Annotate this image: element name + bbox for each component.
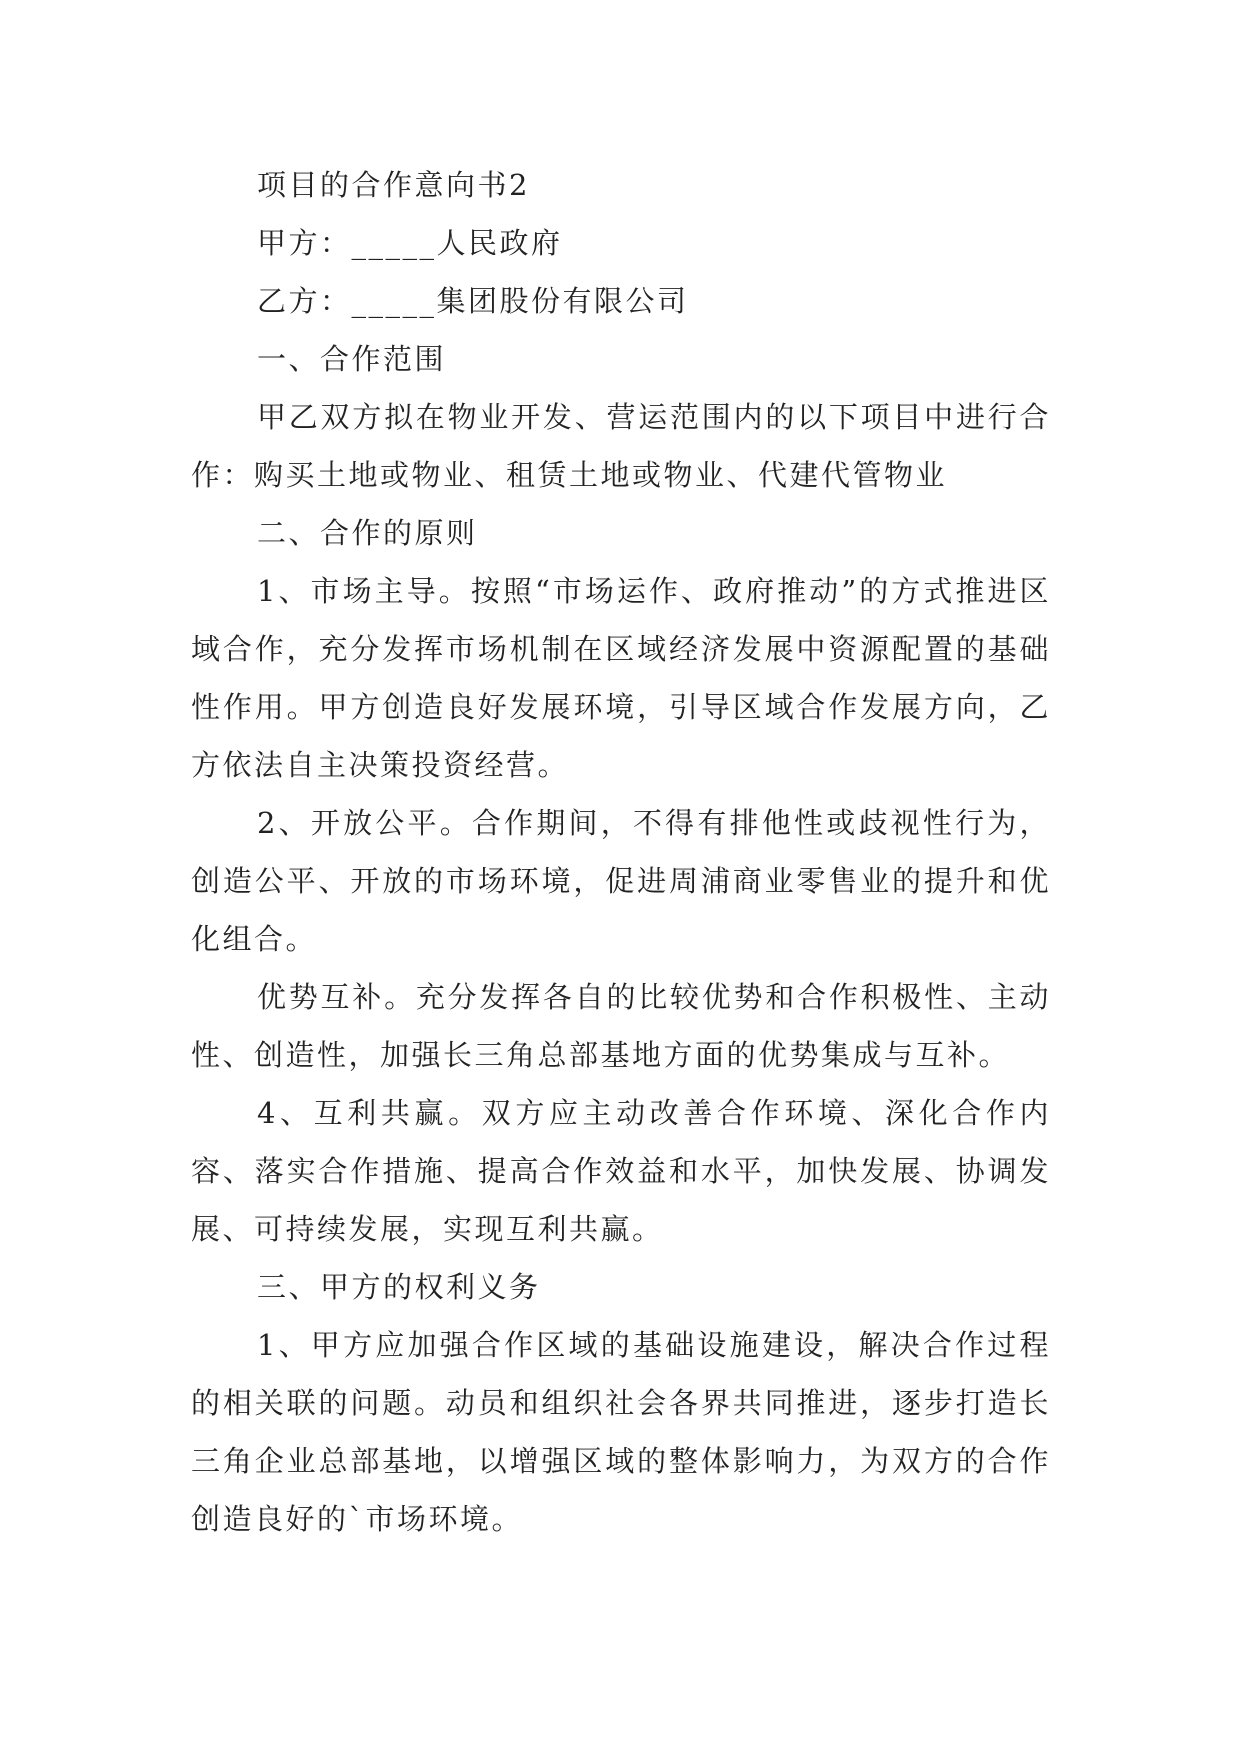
principle-2-paragraph: 2、开放公平。合作期间，不得有排他性或歧视性行为，创造公平、开放的市场环境，促进周浦商业零售业的提升和优化组合。 [191, 806, 1051, 956]
document-title: 项目的合作意向书2 [257, 168, 530, 202]
duty-1-paragraph: 1、甲方应加强合作区域的基础设施建设，解决合作过程的相关联的问题。动员和组织社会各界共同推进，逐步打造长三角企业总部基地，以增强区域的整体影响力，为双方的合作创造良好的`市场环境。 [191, 1328, 1051, 1536]
principle-4-paragraph: 4、互利共赢。双方应主动改善合作环境、深化合作内容、落实合作措施、提高合作效益和水平，加快发展、协调发展、可持续发展，实现互利共赢。 [191, 1096, 1051, 1246]
section-2-heading: 二、合作的原则 [257, 516, 478, 550]
document-body [191, 156, 1051, 1548]
principle-3-paragraph: 优势互补。充分发挥各自的比较优势和合作积极性、主动性、创造性，加强长三角总部基地方面的优势集成与互补。 [191, 980, 1051, 1072]
section-3-heading: 三、甲方的权利义务 [257, 1270, 541, 1304]
section-1-paragraph: 甲乙双方拟在物业开发、营运范围内的以下项目中进行合作：购买土地或物业、租赁土地或物业、代建代管物业 [191, 400, 1051, 492]
party-b-line: 乙方：_____集团股份有限公司 [257, 284, 689, 318]
section-1-heading: 一、合作范围 [257, 342, 447, 376]
principle-1-paragraph: 1、市场主导。按照“市场运作、政府推动”的方式推进区域合作，充分发挥市场机制在区域经济发展中资源配置的基础性作用。甲方创造良好发展环境，引导区域合作发展方向，乙方依法自主决策投资经营。 [191, 574, 1051, 782]
party-a-line: 甲方：_____人民政府 [257, 226, 563, 260]
